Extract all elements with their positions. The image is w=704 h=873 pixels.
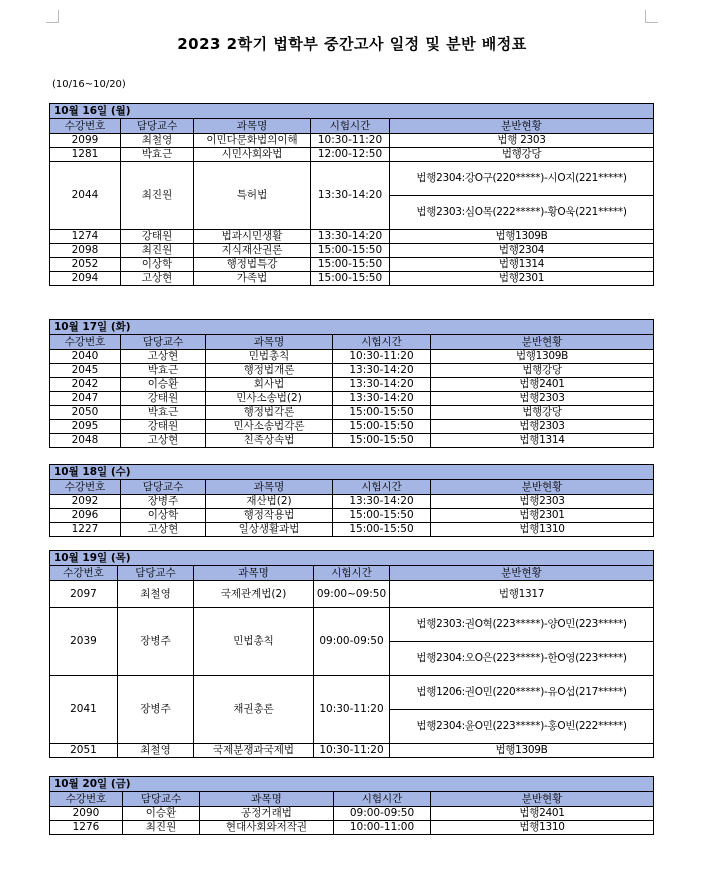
professor: 이상학	[121, 258, 194, 272]
course-code: 2041	[50, 676, 118, 744]
day-label: 10월 18일 (수)	[50, 465, 654, 480]
column-header: 과목명	[206, 335, 333, 350]
table-row	[50, 230, 654, 244]
table-row	[50, 581, 654, 608]
column-header: 수강번호	[50, 566, 118, 581]
course-code: 2090	[50, 807, 123, 821]
professor: 강태원	[121, 230, 194, 244]
column-header: 수강번호	[50, 119, 121, 134]
professor: 고상현	[121, 434, 206, 448]
professor: 강태원	[121, 392, 206, 406]
professor: 최진원	[121, 244, 194, 258]
day-header-row	[50, 465, 654, 480]
column-header: 담당교수	[118, 566, 194, 581]
exam-time: 09:00~09:50	[314, 581, 390, 608]
course-code: 2050	[50, 406, 121, 420]
page-corner-mark	[645, 10, 658, 23]
course-name: 가족법	[194, 272, 311, 286]
professor: 박효근	[121, 364, 206, 378]
course-name: 법과시민생활	[194, 230, 311, 244]
room-assignment: 법행2303	[431, 495, 654, 509]
course-name: 현대사회와저작권	[200, 821, 334, 835]
column-header: 분반현황	[390, 566, 654, 581]
room-assignment: 법행2304:강O구(220*****)-시O지(221*****)	[390, 162, 654, 196]
room-assignment: 법행2303	[431, 420, 654, 434]
day-label: 10월 16일 (월)	[50, 104, 654, 119]
table-row	[50, 350, 654, 364]
table-row	[50, 434, 654, 448]
table-row	[50, 495, 654, 509]
exam-time: 10:30-11:20	[311, 134, 390, 148]
day-header-row	[50, 777, 654, 792]
course-code: 2042	[50, 378, 121, 392]
course-code: 2094	[50, 272, 121, 286]
course-name: 민법총칙	[194, 608, 314, 676]
course-name: 공정거래법	[200, 807, 334, 821]
professor: 장병주	[121, 495, 206, 509]
exam-time: 15:00-15:50	[333, 434, 431, 448]
table-row	[50, 523, 654, 537]
room-assignment: 법행1206:권O민(220*****)-유O섭(217*****)	[390, 676, 654, 710]
professor: 고상현	[121, 272, 194, 286]
table-row	[50, 364, 654, 378]
professor: 이승환	[121, 378, 206, 392]
exam-time: 15:00-15:50	[333, 406, 431, 420]
table-row	[50, 509, 654, 523]
table-row	[50, 420, 654, 434]
course-code: 1281	[50, 148, 121, 162]
exam-time: 10:30-11:20	[314, 744, 390, 758]
exam-time: 15:00-15:50	[333, 420, 431, 434]
course-name: 행정법각론	[206, 406, 333, 420]
room-assignment: 법행2401	[431, 378, 654, 392]
table-row	[50, 821, 654, 835]
exam-time: 09:00-09:50	[314, 608, 390, 676]
room-assignment: 법행강당	[431, 406, 654, 420]
column-header: 담당교수	[121, 119, 194, 134]
course-code: 2099	[50, 134, 121, 148]
table-row	[50, 406, 654, 420]
course-code: 1227	[50, 523, 121, 537]
exam-time: 09:00-09:50	[334, 807, 431, 821]
day-schedule-table	[49, 464, 654, 537]
room-assignment: 법행2303	[431, 392, 654, 406]
course-name: 일상생활과법	[206, 523, 333, 537]
column-header: 수강번호	[50, 335, 121, 350]
course-code: 2052	[50, 258, 121, 272]
column-header: 수강번호	[50, 792, 123, 807]
schedule-tables	[49, 103, 653, 835]
room-assignment: 법행강당	[390, 148, 654, 162]
day-header-row	[50, 104, 654, 119]
page-corner-mark	[46, 10, 59, 23]
professor: 강태원	[121, 420, 206, 434]
day-header-row	[50, 551, 654, 566]
course-name: 특허법	[194, 162, 311, 230]
professor: 최진원	[123, 821, 200, 835]
exam-time: 10:30-11:20	[314, 676, 390, 744]
exam-time: 10:30-11:20	[333, 350, 431, 364]
column-header: 시험시간	[333, 335, 431, 350]
professor: 최철영	[121, 134, 194, 148]
professor: 최철영	[118, 744, 194, 758]
course-name: 이민다문화법의이해	[194, 134, 311, 148]
column-header-row	[50, 335, 654, 350]
room-assignment: 법행2303:심O목(222*****)-황O욱(221*****)	[390, 196, 654, 230]
column-header: 시험시간	[314, 566, 390, 581]
exam-time: 10:00-11:00	[334, 821, 431, 835]
room-assignment: 법행2301	[390, 272, 654, 286]
room-assignment: 법행2304	[390, 244, 654, 258]
exam-time: 12:00-12:50	[311, 148, 390, 162]
exam-time: 15:00-15:50	[311, 258, 390, 272]
room-assignment: 법행1309B	[390, 744, 654, 758]
day-schedule-table	[49, 776, 654, 835]
table-row	[50, 272, 654, 286]
column-header-row	[50, 566, 654, 581]
course-name: 채권총론	[194, 676, 314, 744]
table-row	[50, 676, 654, 710]
course-code: 2039	[50, 608, 118, 676]
column-header: 분반현황	[431, 480, 654, 495]
professor: 이상학	[121, 509, 206, 523]
course-code: 2047	[50, 392, 121, 406]
column-header-row	[50, 119, 654, 134]
professor: 고상현	[121, 350, 206, 364]
course-name: 국제관계법(2)	[194, 581, 314, 608]
table-row	[50, 608, 654, 642]
course-code: 2096	[50, 509, 121, 523]
professor: 최진원	[121, 162, 194, 230]
table-row	[50, 258, 654, 272]
room-assignment: 법행2304:오O은(223*****)-한O영(223*****)	[390, 642, 654, 676]
course-name: 친족상속법	[206, 434, 333, 448]
course-code: 2051	[50, 744, 118, 758]
course-code: 2097	[50, 581, 118, 608]
professor: 고상현	[121, 523, 206, 537]
room-assignment: 법행1309B	[431, 350, 654, 364]
room-assignment: 법행1314	[431, 434, 654, 448]
day-schedule-table	[49, 103, 654, 286]
date-range: (10/16~10/20)	[52, 79, 126, 90]
day-label: 10월 20일 (금)	[50, 777, 654, 792]
course-code: 2045	[50, 364, 121, 378]
table-row	[50, 392, 654, 406]
column-header: 담당교수	[121, 335, 206, 350]
course-name: 민사소송법각론	[206, 420, 333, 434]
exam-time: 15:00-15:50	[333, 509, 431, 523]
column-header: 담당교수	[121, 480, 206, 495]
column-header: 시험시간	[333, 480, 431, 495]
day-schedule-table	[49, 550, 654, 758]
course-name: 시민사회와법	[194, 148, 311, 162]
course-name: 행정법특강	[194, 258, 311, 272]
table-row	[50, 244, 654, 258]
course-name: 민법총칙	[206, 350, 333, 364]
course-code: 1276	[50, 821, 123, 835]
room-assignment: 법행1309B	[390, 230, 654, 244]
column-header: 과목명	[194, 566, 314, 581]
course-code: 2095	[50, 420, 121, 434]
course-code: 2048	[50, 434, 121, 448]
course-code: 2044	[50, 162, 121, 230]
course-code: 2040	[50, 350, 121, 364]
table-row	[50, 744, 654, 758]
exam-time: 13:30-14:20	[333, 378, 431, 392]
document-title: 2023 2학기 법학부 중간고사 일정 및 분반 배정표	[177, 35, 527, 53]
day-schedule-table	[49, 319, 654, 448]
table-row	[50, 148, 654, 162]
exam-time: 15:00-15:50	[333, 523, 431, 537]
table-row	[50, 378, 654, 392]
column-header: 담당교수	[123, 792, 200, 807]
column-header: 분반현황	[431, 335, 654, 350]
column-header: 수강번호	[50, 480, 121, 495]
table-row	[50, 134, 654, 148]
exam-time: 15:00-15:50	[311, 244, 390, 258]
course-name: 재산법(2)	[206, 495, 333, 509]
table-row	[50, 162, 654, 196]
exam-time: 13:30-14:20	[333, 495, 431, 509]
exam-time: 13:30-14:20	[311, 230, 390, 244]
column-header-row	[50, 792, 654, 807]
professor: 장병주	[118, 676, 194, 744]
column-header: 분반현황	[390, 119, 654, 134]
day-label: 10월 17일 (화)	[50, 320, 654, 335]
room-assignment: 법행 2303	[390, 134, 654, 148]
column-header-row	[50, 480, 654, 495]
course-code: 1274	[50, 230, 121, 244]
room-assignment: 법행강당	[431, 364, 654, 378]
professor: 장병주	[118, 608, 194, 676]
professor: 최철영	[118, 581, 194, 608]
exam-time: 13:30-14:20	[311, 162, 390, 230]
room-assignment: 법행2304:윤O민(223*****)-홍O빈(222*****)	[390, 710, 654, 744]
room-assignment: 법행2401	[431, 807, 654, 821]
course-name: 민사소송법(2)	[206, 392, 333, 406]
room-assignment: 법행2303:권O혁(223*****)-양O민(223*****)	[390, 608, 654, 642]
room-assignment: 법행1317	[390, 581, 654, 608]
exam-time: 13:30-14:20	[333, 364, 431, 378]
column-header: 분반현황	[431, 792, 654, 807]
day-label: 10월 19일 (목)	[50, 551, 654, 566]
course-name: 국제분쟁과국제법	[194, 744, 314, 758]
room-assignment: 법행1310	[431, 523, 654, 537]
room-assignment: 법행2301	[431, 509, 654, 523]
professor: 이승환	[123, 807, 200, 821]
day-header-row	[50, 320, 654, 335]
room-assignment: 법행1310	[431, 821, 654, 835]
room-assignment: 법행1314	[390, 258, 654, 272]
table-row	[50, 807, 654, 821]
column-header: 과목명	[200, 792, 334, 807]
column-header: 과목명	[206, 480, 333, 495]
exam-time: 15:00-15:50	[311, 272, 390, 286]
professor: 박효근	[121, 148, 194, 162]
column-header: 시험시간	[311, 119, 390, 134]
column-header: 시험시간	[334, 792, 431, 807]
course-name: 행정법개론	[206, 364, 333, 378]
course-name: 행정작용법	[206, 509, 333, 523]
course-code: 2098	[50, 244, 121, 258]
column-header: 과목명	[194, 119, 311, 134]
exam-time: 13:30-14:20	[333, 392, 431, 406]
course-name: 회사법	[206, 378, 333, 392]
professor: 박효근	[121, 406, 206, 420]
course-code: 2092	[50, 495, 121, 509]
course-name: 지식재산권론	[194, 244, 311, 258]
